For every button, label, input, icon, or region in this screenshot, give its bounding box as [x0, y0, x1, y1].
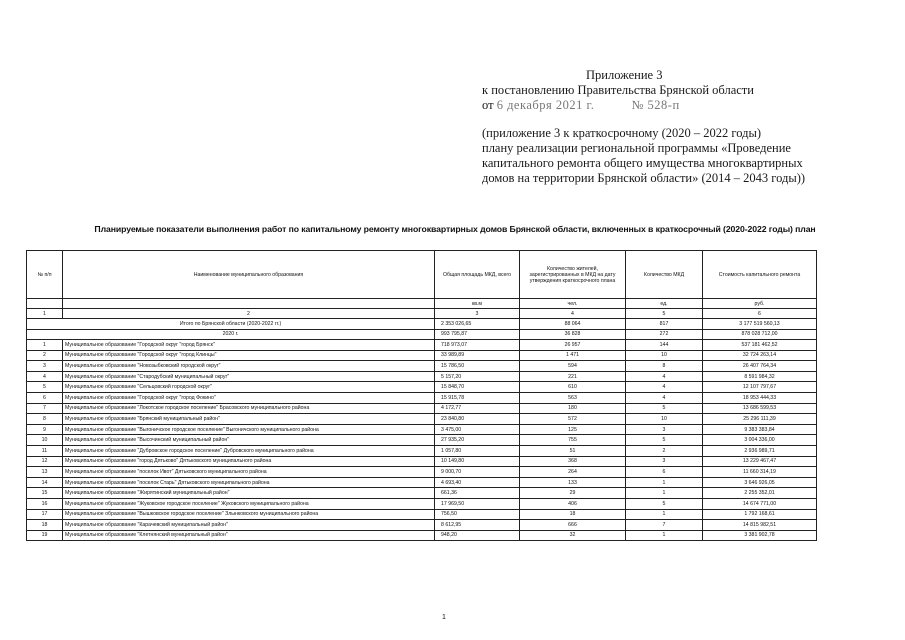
- row-area: 3 475,00: [435, 424, 520, 435]
- row-count: 4: [626, 371, 703, 382]
- row-municipality: Муниципальное образование "Жуковское городское поселение" Жуковского муниципального района: [63, 498, 435, 509]
- row-cost: 18 953 444,33: [703, 392, 817, 403]
- row-count: 1: [626, 509, 703, 520]
- row-residents: 563: [520, 392, 626, 403]
- row-cost: 9 383 383,84: [703, 424, 817, 435]
- row-number: 1: [27, 340, 63, 351]
- row-number: 11: [27, 445, 63, 456]
- row-municipality: Муниципальное образование "город Дятьково" Дятьковского муниципального района: [63, 456, 435, 467]
- row-area: 756,50: [435, 509, 520, 520]
- row-count: 7: [626, 520, 703, 531]
- row-area: 718 973,07: [435, 340, 520, 351]
- year-total-label: 2020 г.: [27, 329, 435, 340]
- total-cost: 3 177 519 560,13: [703, 319, 817, 330]
- unit-cell: руб.: [703, 299, 817, 309]
- row-count: 10: [626, 414, 703, 425]
- appendix-block: [482, 68, 882, 113]
- header-residents: Количество жителей, зарегистрированных в МКД на дату утверждения краткосрочного плана: [520, 251, 626, 299]
- column-number: 6: [703, 309, 817, 319]
- row-area: 15 848,70: [435, 382, 520, 393]
- row-count: 1: [626, 488, 703, 499]
- row-number: 16: [27, 498, 63, 509]
- table-row: [27, 456, 817, 467]
- column-numbers-row: [27, 309, 817, 319]
- row-residents: 125: [520, 424, 626, 435]
- row-area: 4 693,40: [435, 477, 520, 488]
- appendix-title: Приложение 3: [586, 68, 663, 82]
- row-municipality: Муниципальное образование "поселок Старь" Дятьковского муниципального района: [63, 477, 435, 488]
- row-cost: 3 381 902,78: [703, 530, 817, 541]
- row-number: 6: [27, 392, 63, 403]
- row-cost: 14 815 982,51: [703, 520, 817, 531]
- year-total-residents: 36 828: [520, 329, 626, 340]
- unit-cell: кв.м: [435, 299, 520, 309]
- row-area: 33 989,89: [435, 350, 520, 361]
- unit-cell: чел.: [520, 299, 626, 309]
- program-reference: [482, 126, 842, 186]
- row-area: 15 786,50: [435, 361, 520, 372]
- row-area: 27 935,20: [435, 435, 520, 446]
- column-number: 2: [63, 309, 435, 319]
- row-cost: 32 724 263,14: [703, 350, 817, 361]
- year-total-area: 993 795,87: [435, 329, 520, 340]
- row-residents: 18: [520, 509, 626, 520]
- total-label: Итого по Брянской области (2020-2022 гг.): [27, 319, 435, 330]
- appendix-date-prefix: от: [482, 98, 494, 112]
- row-municipality: Муниципальное образование "Жирятинский муниципальный район": [63, 488, 435, 499]
- row-cost: 14 674 771,00: [703, 498, 817, 509]
- row-cost: 13 686 599,53: [703, 403, 817, 414]
- unit-cell: ед.: [626, 299, 703, 309]
- row-count: 1: [626, 477, 703, 488]
- table-row: [27, 371, 817, 382]
- row-residents: 264: [520, 467, 626, 478]
- header-row: [27, 251, 817, 299]
- table-row: [27, 488, 817, 499]
- table-row: [27, 392, 817, 403]
- appendix-resolution: к постановлению Правительства Брянской области: [482, 83, 754, 97]
- row-number: 7: [27, 403, 63, 414]
- program-line-4: домов на территории Брянской области» (2014 – 2043 годы)): [482, 171, 806, 185]
- page-number: 1: [442, 614, 446, 621]
- row-number: 3: [27, 361, 63, 372]
- row-cost: 3 004 336,00: [703, 435, 817, 446]
- table-row: [27, 382, 817, 393]
- total-area: 2 353 026,65: [435, 319, 520, 330]
- year-total-cost: 878 028 712,00: [703, 329, 817, 340]
- row-count: 4: [626, 382, 703, 393]
- table-row: [27, 445, 817, 456]
- row-municipality: Муниципальное образование "Локотское городское поселение" Брасовского муниципального района: [63, 403, 435, 414]
- table-row: [27, 498, 817, 509]
- header-cost: Стоимость капитального ремонта: [703, 251, 817, 299]
- row-residents: 221: [520, 371, 626, 382]
- row-number: 4: [27, 371, 63, 382]
- row-cost: 25 296 111,39: [703, 414, 817, 425]
- row-cost: 1 792 168,61: [703, 509, 817, 520]
- column-number: 4: [520, 309, 626, 319]
- row-municipality: Муниципальное образование "Выгоничское городское поселение" Выгоничского муниципального района: [63, 424, 435, 435]
- row-number: 5: [27, 382, 63, 393]
- row-residents: 572: [520, 414, 626, 425]
- row-area: 9 000,70: [435, 467, 520, 478]
- table-row: [27, 403, 817, 414]
- row-municipality: Муниципальное образование "Городской округ "город Фокино": [63, 392, 435, 403]
- table-row: [27, 467, 817, 478]
- table-row: [27, 520, 817, 531]
- row-municipality: Муниципальное образование "Брянский муниципальный район": [63, 414, 435, 425]
- row-municipality: Муниципальное образование "Высочинский муниципальный район": [63, 435, 435, 446]
- row-count: 5: [626, 498, 703, 509]
- row-municipality: Муниципальное образование "Стародубский муниципальный округ": [63, 371, 435, 382]
- row-area: 948,20: [435, 530, 520, 541]
- row-number: 17: [27, 509, 63, 520]
- unit-cell: [63, 299, 435, 309]
- row-count: 5: [626, 435, 703, 446]
- appendix-date: 6 декабря 2021 г.: [496, 98, 595, 112]
- row-residents: 594: [520, 361, 626, 372]
- table-row: [27, 509, 817, 520]
- row-count: 2: [626, 445, 703, 456]
- year-total-count: 272: [626, 329, 703, 340]
- row-cost: 3 646 926,05: [703, 477, 817, 488]
- row-municipality: Муниципальное образование "Новозыбковский городской округ": [63, 361, 435, 372]
- row-area: 5 157,20: [435, 371, 520, 382]
- row-number: 10: [27, 435, 63, 446]
- row-municipality: Муниципальное образование "поселок Ивот" Дятьковского муниципального района: [63, 467, 435, 478]
- row-cost: 26 407 764,34: [703, 361, 817, 372]
- appendix-number: № 528-п: [631, 98, 680, 112]
- row-residents: 666: [520, 520, 626, 531]
- row-count: 4: [626, 392, 703, 403]
- row-cost: 13 229 467,47: [703, 456, 817, 467]
- row-cost: 2 936 989,71: [703, 445, 817, 456]
- total-row: [27, 319, 817, 330]
- row-municipality: Муниципальное образование "Карачевский муниципальный район": [63, 520, 435, 531]
- row-area: 17 969,50: [435, 498, 520, 509]
- row-cost: 2 255 352,01: [703, 488, 817, 499]
- row-number: 8: [27, 414, 63, 425]
- table-row: [27, 530, 817, 541]
- row-residents: 1 471: [520, 350, 626, 361]
- total-residents: 88 064: [520, 319, 626, 330]
- row-count: 8: [626, 361, 703, 372]
- total-count: 817: [626, 319, 703, 330]
- row-cost: 11 660 314,19: [703, 467, 817, 478]
- row-municipality: Муниципальное образование "Клетнянский муниципальный район": [63, 530, 435, 541]
- program-line-3: капитального ремонта общего имущества многоквартирных: [482, 156, 803, 170]
- row-residents: 368: [520, 456, 626, 467]
- row-area: 1 057,80: [435, 445, 520, 456]
- year-total-row: [27, 329, 817, 340]
- row-area: 661,36: [435, 488, 520, 499]
- header-count: Количество МКД: [626, 251, 703, 299]
- row-count: 3: [626, 456, 703, 467]
- row-area: 8 612,95: [435, 520, 520, 531]
- row-area: 23 840,80: [435, 414, 520, 425]
- table-row: [27, 477, 817, 488]
- row-area: 15 915,78: [435, 392, 520, 403]
- row-number: 14: [27, 477, 63, 488]
- row-number: 19: [27, 530, 63, 541]
- row-municipality: Муниципальное образование "Вышковское городское поселение" Злынковского муниципального района: [63, 509, 435, 520]
- row-municipality: Муниципальное образование "Городской округ "город Клинцы": [63, 350, 435, 361]
- row-number: 18: [27, 520, 63, 531]
- row-residents: 29: [520, 488, 626, 499]
- row-residents: 51: [520, 445, 626, 456]
- row-residents: 133: [520, 477, 626, 488]
- program-line-1: (приложение 3 к краткосрочному (2020 – 2022 годы): [482, 126, 762, 140]
- row-residents: 755: [520, 435, 626, 446]
- row-cost: 12 107 797,67: [703, 382, 817, 393]
- row-residents: 610: [520, 382, 626, 393]
- row-count: 1: [626, 530, 703, 541]
- row-area: 10 149,80: [435, 456, 520, 467]
- row-number: 12: [27, 456, 63, 467]
- row-count: 10: [626, 350, 703, 361]
- unit-cell: [27, 299, 63, 309]
- appendix-date-line: [482, 98, 882, 113]
- row-residents: 32: [520, 530, 626, 541]
- table-row: [27, 350, 817, 361]
- header-number: № п/п: [27, 251, 63, 299]
- row-number: 13: [27, 467, 63, 478]
- row-residents: 26 957: [520, 340, 626, 351]
- table-row: [27, 414, 817, 425]
- row-count: 144: [626, 340, 703, 351]
- header-area: Общая площадь МКД, всего: [435, 251, 520, 299]
- row-number: 2: [27, 350, 63, 361]
- row-cost: 537 181 462,52: [703, 340, 817, 351]
- row-cost: 8 591 984,32: [703, 371, 817, 382]
- table-row: [27, 424, 817, 435]
- row-number: 15: [27, 488, 63, 499]
- table-row: [27, 361, 817, 372]
- row-count: 5: [626, 403, 703, 414]
- table-row: [27, 435, 817, 446]
- table-row: [27, 340, 817, 351]
- header-municipality: Наименование муниципального образования: [63, 251, 435, 299]
- units-row: [27, 299, 817, 309]
- row-municipality: Муниципальное образование "Сельцовский городской округ": [63, 382, 435, 393]
- row-residents: 406: [520, 498, 626, 509]
- row-municipality: Муниципальное образование "Дубровское городское поселение" Дубровского муниципального района: [63, 445, 435, 456]
- indicators-table: [26, 250, 817, 541]
- row-municipality: Муниципальное образование "Городской округ "город Брянск": [63, 340, 435, 351]
- column-number: 3: [435, 309, 520, 319]
- program-line-2: плану реализации региональной программы «Проведение: [482, 141, 791, 155]
- row-count: 6: [626, 467, 703, 478]
- table-heading: Планируемые показатели выполнения работ по капитальному ремонту многоквартирных домов Брянской области, включенных в краткосрочный (2020-2022 годы) план: [94, 224, 816, 234]
- row-residents: 180: [520, 403, 626, 414]
- column-number: 1: [27, 309, 63, 319]
- row-number: 9: [27, 424, 63, 435]
- column-number: 5: [626, 309, 703, 319]
- row-area: 4 172,77: [435, 403, 520, 414]
- row-count: 3: [626, 424, 703, 435]
